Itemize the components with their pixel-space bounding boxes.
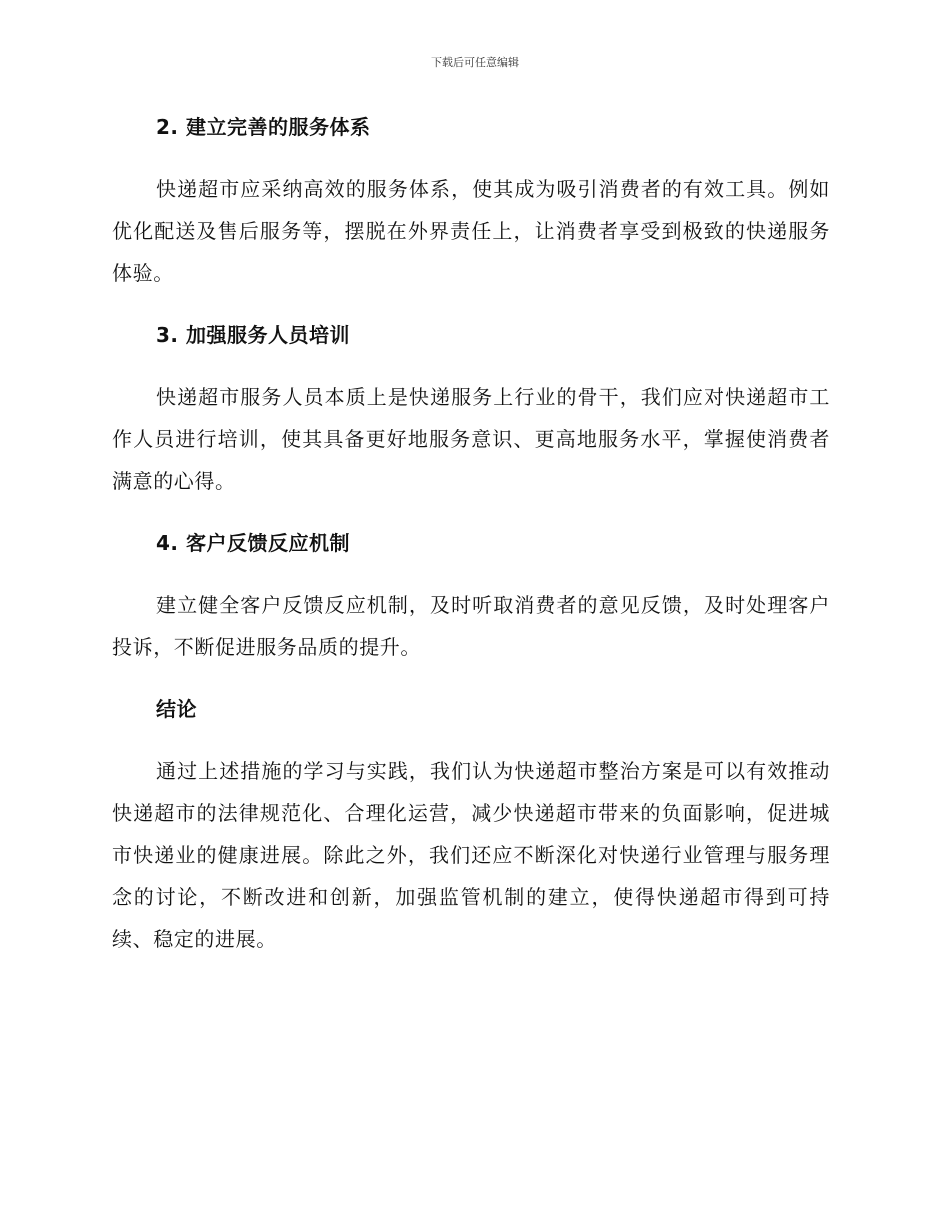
section-heading-conclusion: 结论 xyxy=(156,697,197,721)
section-heading-customer-feedback: 4. 客户反馈反应机制 xyxy=(156,531,350,555)
document-body xyxy=(112,112,830,960)
page-header: 下载后可任意编辑 xyxy=(431,56,519,69)
section-paragraph-conclusion: 通过上述措施的学习与实践，我们认为快递超市整治方案是可以有效推动快递超市的法律规范化、合理化运营，减少快递超市带来的负面影响，促进城市快递业的健康进展。除此之外，我们还应不断深化对快递行业管理与服务理念的讨论，不断改进和创新，加强监管机制的建立，使得快递超市得到可持续、稳定的进展。 xyxy=(112,759,830,951)
section-heading-staff-training: 3. 加强服务人员培训 xyxy=(156,323,350,347)
section-heading-service-system: 2. 建立完善的服务体系 xyxy=(156,115,371,139)
section-paragraph-staff-training: 快递超市服务人员本质上是快递服务上行业的骨干，我们应对快递超市工作人员进行培训，使其具备更好地服务意识、更高地服务水平，掌握使消费者满意的心得。 xyxy=(112,385,830,493)
section-paragraph-customer-feedback: 建立健全客户反馈反应机制，及时听取消费者的意见反馈，及时处理客户投诉，不断促进服务品质的提升。 xyxy=(112,593,830,659)
section-paragraph-service-system: 快递超市应采纳高效的服务体系，使其成为吸引消费者的有效工具。例如优化配送及售后服务等，摆脱在外界责任上，让消费者享受到极致的快递服务体验。 xyxy=(112,177,830,285)
